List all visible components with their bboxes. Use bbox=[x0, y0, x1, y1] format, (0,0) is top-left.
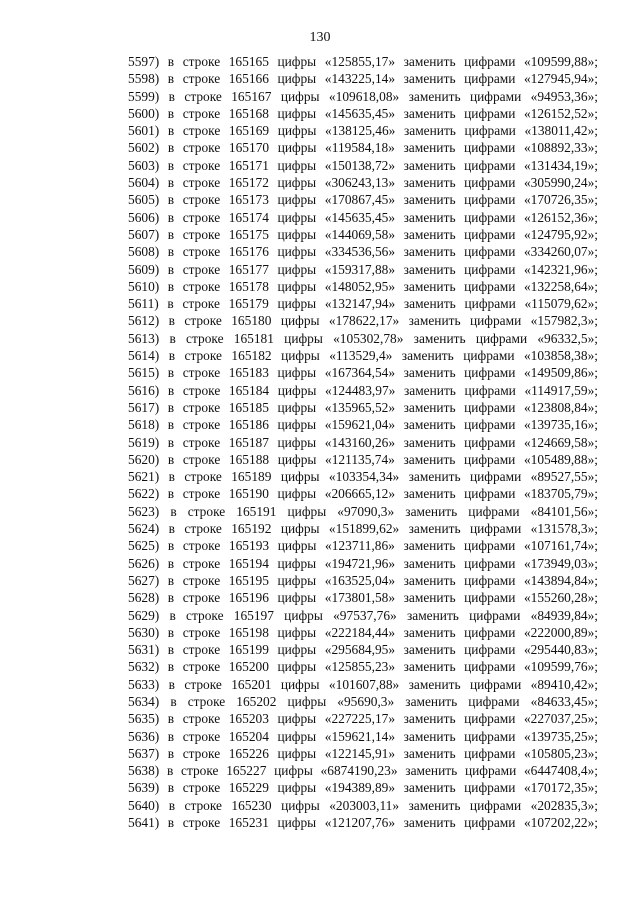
amendment-line: 5641) в строке 165231 цифры «121207,76» заменить цифрами «107202,22»; bbox=[128, 815, 598, 831]
amendment-line: 5625) в строке 165193 цифры «123711,86» заменить цифрами «107161,74»; bbox=[128, 538, 598, 554]
amendment-line: 5611) в строке 165179 цифры «132147,94» заменить цифрами «115079,62»; bbox=[128, 296, 598, 312]
amendment-line: 5610) в строке 165178 цифры «148052,95» заменить цифрами «132258,64»; bbox=[128, 278, 598, 294]
amendment-line: 5620) в строке 165188 цифры «121135,74» заменить цифрами «105489,88»; bbox=[128, 451, 598, 467]
amendment-line: 5639) в строке 165229 цифры «194389,89» заменить цифрами «170172,35»; bbox=[128, 780, 598, 796]
amendment-line: 5632) в строке 165200 цифры «125855,23» заменить цифрами «109599,76»; bbox=[128, 659, 598, 675]
amendment-line: 5636) в строке 165204 цифры «159621,14» заменить цифрами «139735,25»; bbox=[128, 728, 598, 744]
amendment-line: 5638) в строке 165227 цифры «6874190,23» заменить цифрами «6447408,4»; bbox=[128, 763, 598, 779]
amendment-line: 5626) в строке 165194 цифры «194721,96» заменить цифрами «173949,03»; bbox=[128, 555, 598, 571]
amendment-line: 5605) в строке 165173 цифры «170867,45» заменить цифрами «170726,35»; bbox=[128, 192, 598, 208]
amendment-line: 5600) в строке 165168 цифры «145635,45» заменить цифрами «126152,52»; bbox=[128, 105, 598, 121]
amendment-line: 5602) в строке 165170 цифры «119584,18» заменить цифрами «108892,33»; bbox=[128, 140, 598, 156]
amendment-line: 5604) в строке 165172 цифры «306243,13» заменить цифрами «305990,24»; bbox=[128, 175, 598, 191]
amendment-line: 5597) в строке 165165 цифры «125855,17» заменить цифрами «109599,88»; bbox=[128, 54, 598, 69]
amendment-line: 5623) в строке 165191 цифры «97090,3» заменить цифрами «84101,56»; bbox=[128, 503, 598, 519]
amendment-line: 5624) в строке 165192 цифры «151899,62» заменить цифрами «131578,3»; bbox=[128, 521, 598, 537]
amendment-line: 5598) в строке 165166 цифры «143225,14» заменить цифрами «127945,94»; bbox=[128, 71, 598, 87]
amendment-line: 5613) в строке 165181 цифры «105302,78» заменить цифрами «96332,5»; bbox=[128, 330, 598, 346]
amendment-line: 5633) в строке 165201 цифры «101607,88» заменить цифрами «89410,42»; bbox=[128, 676, 598, 692]
amendment-line: 5637) в строке 165226 цифры «122145,91» заменить цифрами «105805,23»; bbox=[128, 745, 598, 761]
amendment-line: 5615) в строке 165183 цифры «167364,54» заменить цифрами «149509,86»; bbox=[128, 365, 598, 381]
amendment-line: 5608) в строке 165176 цифры «334536,56» заменить цифрами «334260,07»; bbox=[128, 244, 598, 260]
amendment-line: 5612) в строке 165180 цифры «178622,17» заменить цифрами «157982,3»; bbox=[128, 313, 598, 329]
amendment-line: 5630) в строке 165198 цифры «222184,44» заменить цифрами «222000,89»; bbox=[128, 624, 598, 640]
page-number: 130 bbox=[309, 30, 331, 45]
amendment-line: 5628) в строке 165196 цифры «173801,58» заменить цифрами «155260,28»; bbox=[128, 590, 598, 606]
amendment-line: 5634) в строке 165202 цифры «95690,3» заменить цифрами «84633,45»; bbox=[128, 693, 598, 709]
amendment-line: 5640) в строке 165230 цифры «203003,11» заменить цифрами «202835,3»; bbox=[128, 797, 598, 813]
amendment-line: 5609) в строке 165177 цифры «159317,88» заменить цифрами «142321,96»; bbox=[128, 261, 598, 277]
amendment-line: 5617) в строке 165185 цифры «135965,52» заменить цифрами «123808,84»; bbox=[128, 399, 598, 415]
amendment-line: 5629) в строке 165197 цифры «97537,76» заменить цифрами «84939,84»; bbox=[128, 607, 598, 623]
amendment-line: 5627) в строке 165195 цифры «163525,04» заменить цифрами «143894,84»; bbox=[128, 572, 598, 588]
amendment-line: 5614) в строке 165182 цифры «113529,4» заменить цифрами «103858,38»; bbox=[128, 348, 598, 364]
amendment-line: 5635) в строке 165203 цифры «227225,17» заменить цифрами «227037,25»; bbox=[128, 711, 598, 727]
amendment-line: 5603) в строке 165171 цифры «150138,72» заменить цифрами «131434,19»; bbox=[128, 157, 598, 173]
amendment-line: 5616) в строке 165184 цифры «124483,97» заменить цифрами «114917,59»; bbox=[128, 382, 598, 398]
amendment-list bbox=[128, 53, 598, 831]
amendment-line: 5606) в строке 165174 цифры «145635,45» заменить цифрами «126152,36»; bbox=[128, 209, 598, 225]
amendment-line: 5622) в строке 165190 цифры «206665,12» заменить цифрами «183705,79»; bbox=[128, 486, 598, 502]
amendment-line: 5619) в строке 165187 цифры «143160,26» заменить цифрами «124669,58»; bbox=[128, 434, 598, 450]
amendment-line: 5621) в строке 165189 цифры «103354,34» заменить цифрами «89527,55»; bbox=[128, 469, 598, 485]
amendment-line: 5607) в строке 165175 цифры «144069,58» заменить цифрами «124795,92»; bbox=[128, 226, 598, 242]
amendment-line: 5599) в строке 165167 цифры «109618,08» заменить цифрами «94953,36»; bbox=[128, 88, 598, 104]
amendment-line: 5618) в строке 165186 цифры «159621,04» заменить цифрами «139735,16»; bbox=[128, 417, 598, 433]
amendment-line: 5601) в строке 165169 цифры «138125,46» заменить цифрами «138011,42»; bbox=[128, 123, 598, 139]
amendment-line: 5631) в строке 165199 цифры «295684,95» заменить цифрами «295440,83»; bbox=[128, 642, 598, 658]
